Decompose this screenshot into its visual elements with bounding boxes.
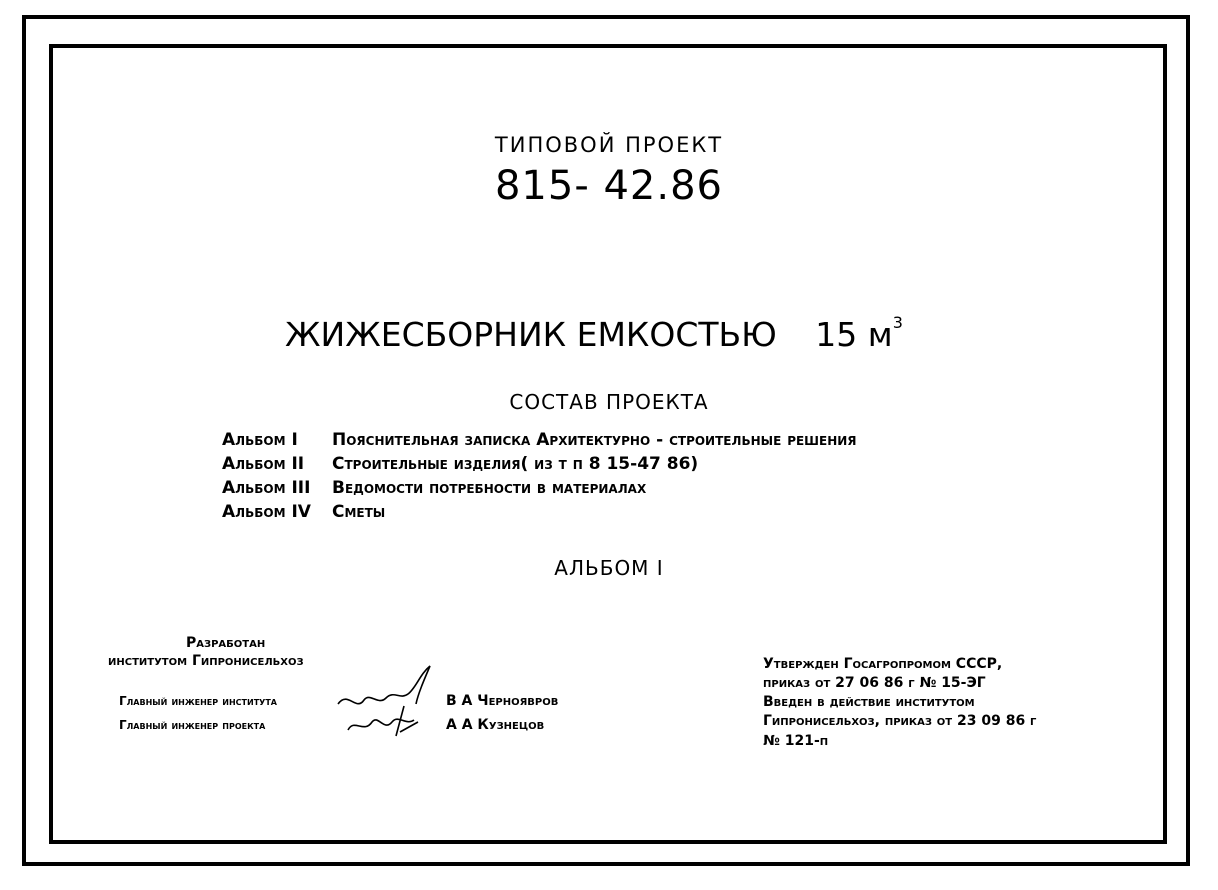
title-capacity-superscript: 3 (892, 313, 903, 332)
name-chief-engineer-institute: В А Черноявров (446, 693, 559, 709)
album-description: Ведомости потребности в материалах (332, 478, 647, 498)
project-number: 815- 42.86 (494, 163, 723, 209)
album-row (222, 504, 385, 521)
approval-line: Утвержден Госагропромом СССР, (763, 656, 1003, 672)
album-row (222, 456, 698, 473)
album-description: Пояснительная записка Архитектурно - строительные решения (332, 430, 857, 450)
album-description: Сметы (332, 502, 386, 522)
album-row (222, 432, 857, 449)
role-chief-engineer-institute: Главный инженер института (119, 694, 277, 708)
role-chief-engineer-project: Главный инженер проекта (119, 718, 266, 732)
approval-line: приказ от 27 06 86 г № 15-ЭГ (763, 675, 986, 691)
current-album: АЛЬБОМ I (554, 556, 664, 580)
album-label: Альбом I (222, 430, 298, 450)
project-kicker: ТИПОВОЙ ПРОЕКТ (494, 133, 724, 157)
developer-line1: Разработан (186, 635, 266, 651)
album-label: Альбом II (222, 454, 305, 474)
approval-line: Гипронисельхоз, приказ от 23 09 86 г (763, 713, 1037, 729)
composition-heading: СОСТАВ ПРОЕКТА (509, 390, 709, 414)
album-description: Строительные изделия( из т п 8 15-47 86) (332, 454, 699, 474)
title-capacity: 15 м (815, 315, 893, 354)
signature-icon (334, 660, 444, 740)
approval-line: Введен в действие институтом (763, 694, 975, 710)
developer-line2: институтом Гипронисельхоз (108, 653, 304, 669)
album-label: Альбом IV (222, 502, 311, 522)
name-chief-engineer-project: А А Кузнецов (446, 717, 545, 733)
album-row (222, 480, 646, 497)
document-title (285, 313, 903, 354)
approval-line: № 121-п (763, 733, 829, 749)
title-main: ЖИЖЕСБОРНИК ЕМКОСТЬЮ (285, 315, 777, 354)
album-label: Альбом III (222, 478, 311, 498)
